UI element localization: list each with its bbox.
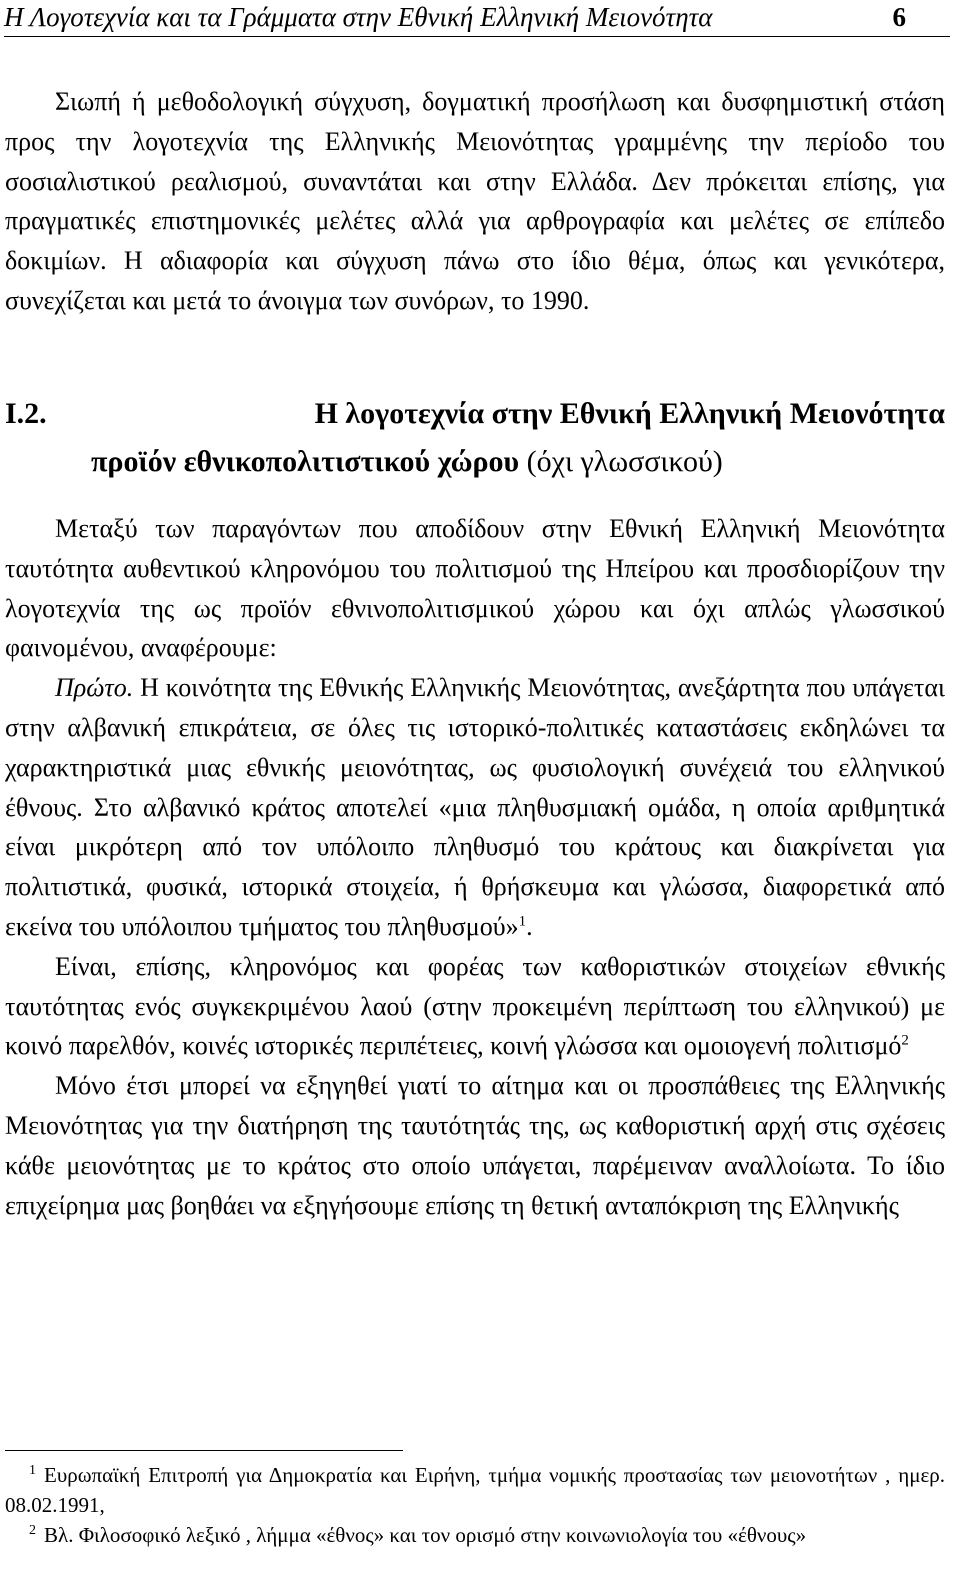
footnote-number: 1 <box>29 1463 36 1478</box>
paragraph-1: Μεταξύ των παραγόντων που αποδίδουν στην Εθνική Ελληνική Μειονότητα ταυτότητα αυθεντικού κληρονόμου του πολιτισμού της Ηπείρου και προσδιορίζουν την λογοτεχνία της ως προϊόν εθνινοπολιτισμικού χώρου και όχι απλώς γλωσσικού φαινομένου, αναφέρουμε: <box>5 514 945 663</box>
footnote <box>5 1520 945 1550</box>
footnote-divider <box>5 1450 403 1451</box>
paragraph-3 <box>5 947 945 1066</box>
footnote-text: Ευρωπαϊκή Επιτροπή για Δημοκρατία και Ειρήνη, τμήμα νομικής προστασίας των μειονοτήτων , ημερ. 08.02.1991, <box>5 1463 945 1517</box>
intro-paragraph: Σιωπή ή μεθοδολογική σύγχυση, δογματική προσήλωση και δυσφημιστική στάση προς την λογοτεχνία της Ελληνικής Μειονότητας γραμμένης την περίοδο του σοσιαλιστικού ρεαλισμού, συναντάται και στην Ελλάδα. Δεν πρόκειται επίσης, για πραγματικές επιστημονικές μελέτες αλλά για αρθρογραφία και μελέτες σε επίπεδο δοκιμίων. Η αδιαφορία και σύγχυση πάνω στο ίδιο θέμα, όπως και γενικότερα, συνεχίζεται και μετά το άνοιγμα των συνόρων, το 1990. <box>5 87 945 315</box>
footnote <box>5 1460 945 1520</box>
section-number: I.2. <box>5 397 47 430</box>
paragraph-2-body: Η κοινότητα της Εθνικής Ελληνικής Μειονότητας, ανεξάρτητα που υπάγεται στην αλβανική επικράτεια, σε όλες τις ιστορικό-πολιτικές καταστάσεις εκδηλώνει τα χαρακτηριστικά μιας εθνικής μειονότητας, ως φυσιολογική συνέχειά του ελληνικού έθνους. Στο αλβανικό κράτος αποτελεί «μια πληθυσμιακή ομάδα, η οποία αριθμητικά είναι μικρότερη από τον υπόλοιπο πληθυσμό του κράτους και διακρίνεται για πολιτιστικά, φυσικά, ιστορικά στοιχεία, ή θρήσκευμα και γλώσσα, διαφορετικά από εκείνα του υπόλοιπου τμήματος του πληθυσμού» <box>5 673 945 941</box>
footnote-ref-1: 1 <box>518 913 527 930</box>
section-heading <box>5 390 945 486</box>
paragraph-3-body: Είναι, επίσης, κληρονόμος και φορέας των καθοριστικών στοιχείων εθνικής ταυτότητας ενός συγκεκριμένου λαού (στην προκειμένη περίπτωση του ελληνικού) με κοινό παρελθόν, κοινές ιστορικές περιπέτειες, κοινή γλώσσα και ομοιογενή πολιτισμό <box>5 951 945 1061</box>
page-number: 6 <box>892 2 906 32</box>
main-text <box>5 509 945 1225</box>
paragraph-2 <box>5 668 945 947</box>
paragraph-2-tail: . <box>526 911 533 941</box>
section-heading-line-2 <box>5 438 945 486</box>
intro-block <box>5 82 945 321</box>
paragraph-4: Μόνο έτσι μπορεί να εξηγηθεί γιατί το αίτημα και οι προσπάθειες της Ελληνικής Μειονότητας για την διατήρηση της ταυτότητάς της, ως καθοριστική αρχή στις σχέσεις κάθε μειονότητας με το κράτος στο οποίο υπάγεται, παρέμειναν αναλλοίωτα. Το ίδιο επιχείρημα μας βοηθάει να εξηγήσουμε επίσης τη θετική ανταπόκριση της Ελληνικής <box>5 1071 945 1220</box>
paragraph-2-lead: Πρώτο. <box>55 673 134 703</box>
footnote-ref-2: 2 <box>901 1032 909 1049</box>
footnote-text: Βλ. Φιλοσοφικό λεξικό , λήμμα «έθνος» και τον ορισμό στην κοινωνιολογία του «έθνους» <box>44 1523 807 1547</box>
running-header <box>4 0 950 37</box>
footnotes <box>5 1460 945 1550</box>
section-title-line-2: προϊόν εθνικοπολιτιστικού χώρου <box>91 445 520 478</box>
footnote-number: 2 <box>29 1523 36 1538</box>
section-heading-line-1 <box>5 390 945 438</box>
section-title-line-1: Η λογοτεχνία στην Εθνική Ελληνική Μειονότητα <box>314 397 945 430</box>
running-title: Η Λογοτεχνία και τα Γράμματα στην Εθνική Ελληνική Μειονότητα <box>4 2 713 32</box>
section-title-paren: (όχι γλωσσικού) <box>526 445 723 478</box>
